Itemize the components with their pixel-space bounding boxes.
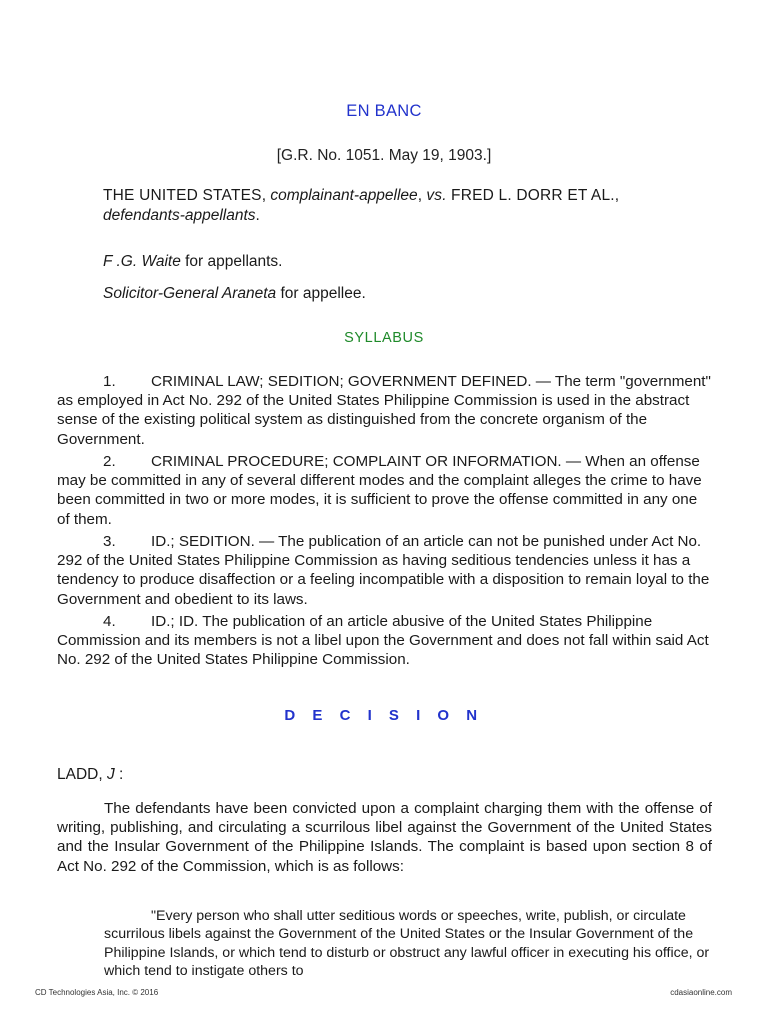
syllabus-item-number: 2. bbox=[103, 453, 116, 470]
counsel-appellants bbox=[103, 253, 283, 271]
plaintiff-role: complainant-appellee bbox=[270, 187, 418, 204]
syllabus-item bbox=[57, 532, 712, 609]
statute-quote: "Every person who shall utter seditious words or speeches, write, publish, or circulate scurrilous libels against the Government of the United States or the Insular Government of the Philippine Islands, or which tend to disturb or obstruct any lawful officer in executing his office, or which tend to instigate others to bbox=[104, 908, 710, 979]
case-number: [G.R. No. 1051. May 19, 1903.] bbox=[276, 147, 492, 164]
footer-copyright: CD Technologies Asia, Inc. © 2016 bbox=[35, 988, 159, 997]
case-caption: THE UNITED STATES, complainant-appellee, vs. FRED L. DORR ET AL., defendants-appellants. bbox=[103, 187, 620, 224]
syllabus-item-text: ID.; SEDITION. — The publication of an article can not be punished under Act No. 292 of the United States Philippine Commission as having seditious tendencies unless it has a tendency to produce disaffection or a feeling incompatible with a disposition to remain loyal to the Government and obedient to its laws. bbox=[57, 533, 710, 608]
footer-website: cdasiaonline.com bbox=[670, 988, 732, 997]
syllabus-item-number: 4. bbox=[103, 613, 116, 630]
syllabus-item-number: 1. bbox=[103, 373, 116, 390]
appellee-counsel-name: Solicitor-General Araneta bbox=[103, 285, 277, 302]
ponente-title: J bbox=[106, 766, 115, 783]
division-heading: EN BANC bbox=[346, 102, 422, 120]
versus: vs. bbox=[426, 187, 447, 204]
syllabus-item-text: CRIMINAL LAW; SEDITION; GOVERNMENT DEFINED. — The term "government" as employed in Act No. 292 of the United States Philippine Commission is used in the abstract sense of the existing political system as distinguished from the concrete organism of the Government. bbox=[57, 373, 711, 448]
appellee-counsel-text: for appellee. bbox=[276, 285, 366, 302]
plaintiff-name: THE UNITED STATES bbox=[103, 187, 262, 204]
appellants-counsel-name: F .G. Waite bbox=[103, 253, 181, 270]
ponente bbox=[57, 766, 123, 784]
syllabus-item bbox=[57, 612, 712, 670]
defendant-name: FRED L. DORR ET AL. bbox=[451, 187, 615, 204]
decision-heading: D E C I S I O N bbox=[284, 707, 484, 724]
syllabus-item-text: CRIMINAL PROCEDURE; COMPLAINT OR INFORMATION. — When an offense may be committed in any of several different modes and the complaint alleges the crime to have been committed in two or more modes, it is sufficient to prove the offense committed in any one of them. bbox=[57, 453, 702, 528]
syllabus-item-number: 3. bbox=[103, 533, 116, 550]
syllabus-heading: SYLLABUS bbox=[344, 330, 424, 346]
syllabus-item-text: ID.; ID. The publication of an article abusive of the United States Philippine Commission and its members is not a libel upon the Government and does not fall within said Act No. 292 of the United States Philippine Commission. bbox=[57, 613, 709, 669]
syllabus-item bbox=[57, 452, 712, 529]
decision-paragraph: The defendants have been convicted upon a complaint charging them with the offense of writing, publishing, and circulating a scurrilous libel against the Government of the United States and the Insular Government of the Philippine Islands. The complaint is based upon section 8 of Act No. 292 of the Commission, which is as follows: bbox=[57, 800, 712, 875]
ponente-colon: : bbox=[114, 766, 124, 783]
defendant-role: defendants-appellants bbox=[103, 207, 256, 224]
ponente-name: LADD, bbox=[57, 766, 103, 783]
appellants-counsel-text: for appellants. bbox=[180, 253, 283, 270]
syllabus-item bbox=[57, 372, 712, 449]
counsel-appellee bbox=[103, 285, 366, 303]
